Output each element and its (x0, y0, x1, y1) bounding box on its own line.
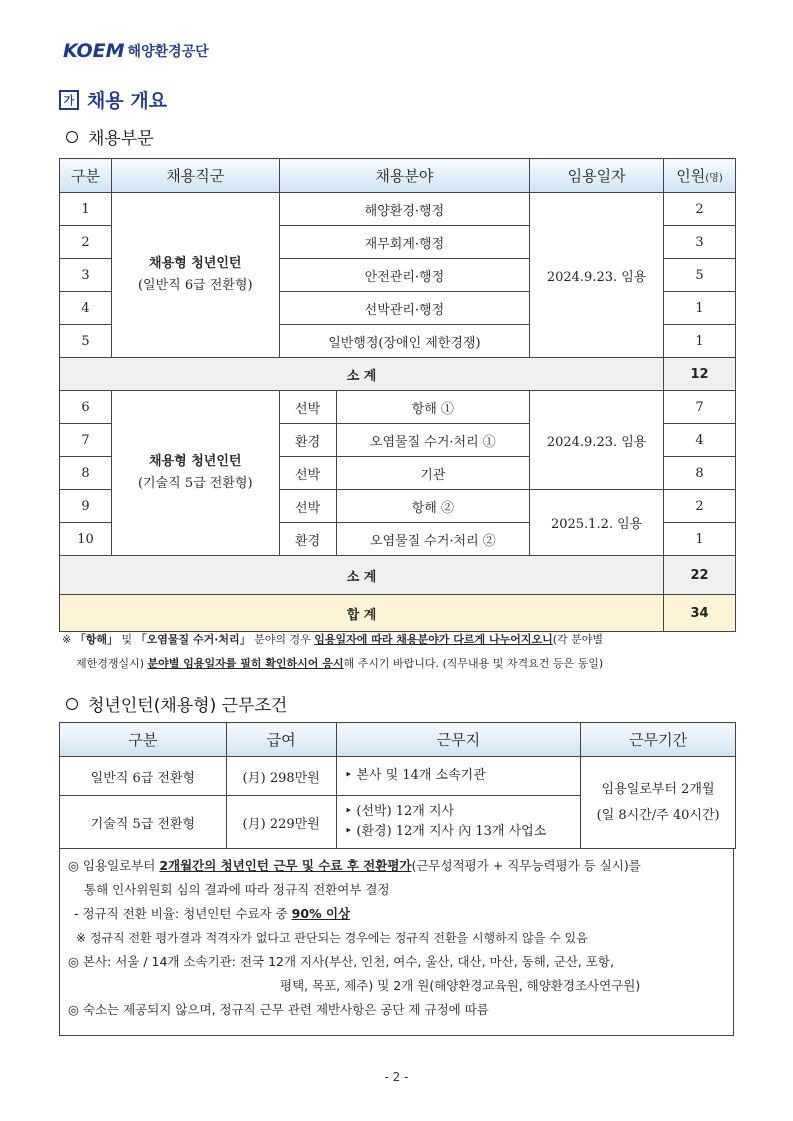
table-header-row (60, 723, 736, 757)
total-label: 합 계 (60, 595, 664, 632)
row-number: 7 (60, 424, 112, 457)
note-line (68, 902, 725, 926)
conditions-notes (59, 848, 734, 1036)
period-text: 임용일로부터 2개월 (601, 781, 715, 797)
row-number: 8 (60, 457, 112, 490)
field-cell: 항해 ② (336, 490, 530, 523)
conditions-subtitle (66, 691, 287, 716)
conditions-subtitle-text: 청년인턴(채용형) 근무조건 (88, 696, 288, 716)
count-cell: 3 (664, 226, 736, 259)
field-cell: 항해 ① (336, 391, 530, 424)
count-cell: 5 (664, 259, 736, 292)
row-number: 3 (60, 259, 112, 292)
notice-text (62, 628, 742, 676)
recruit-subtitle (66, 124, 154, 149)
org-name: 해양환경공단 (127, 44, 209, 60)
count-cell: 8 (664, 457, 736, 490)
table-row (60, 391, 736, 424)
note-underline: 분야별 임용일자를 필히 확인하시어 응시 (147, 657, 344, 670)
subtotal-count: 22 (664, 556, 736, 595)
field-cell: 일반행정(장애인 제한경쟁) (279, 325, 530, 358)
place-cell (336, 796, 581, 849)
field-cell: 해양환경·행정 (279, 193, 530, 226)
recruit-table (59, 158, 736, 632)
circle-bullet-icon (66, 698, 78, 710)
note-bold: 「오염물질 수거·처리」 (135, 633, 251, 646)
row-number: 9 (60, 490, 112, 523)
field-cell: 기관 (336, 457, 530, 490)
field-cell: 오염물질 수거·처리 ② (336, 523, 530, 556)
note-mark: ※ (62, 633, 72, 646)
row-number: 1 (60, 193, 112, 226)
group-name: 채용형 청년인턴 (149, 454, 242, 469)
note-line: ※ 정규직 전환 평가결과 적격자가 없다고 판단되는 경우에는 정규직 전환을 시행하지 않을 수 있음 (76, 931, 588, 945)
group-name: 채용형 청년인턴 (149, 256, 242, 271)
pay-cell: (月) 229만원 (226, 796, 336, 849)
total-count: 34 (664, 595, 736, 632)
logo-mark: KOEM (63, 40, 125, 62)
place-line: ‣ (선박) 12개 지사 (344, 804, 455, 819)
conditions-table (59, 722, 736, 849)
date-cell: 2024.9.23. 임용 (530, 193, 664, 358)
header-cell: 근무지 (336, 723, 581, 757)
header-cell: 구분 (60, 723, 227, 757)
category-cell: 선박 (279, 391, 336, 424)
place-cell: ‣ 본사 및 14개 소속기관 (336, 757, 581, 796)
row-number: 6 (60, 391, 112, 424)
category-cell: 환경 (279, 523, 336, 556)
total-row (60, 595, 736, 632)
count-cell: 1 (664, 325, 736, 358)
note-underline: 90% 이상 (291, 906, 351, 921)
logo (63, 40, 209, 62)
count-cell: 7 (664, 391, 736, 424)
note-text: 분야의 경우 (250, 633, 315, 646)
count-cell: 2 (664, 490, 736, 523)
header-cell (664, 159, 736, 193)
subtotal-row (60, 358, 736, 391)
note-text: 및 (117, 633, 136, 646)
group-cell (111, 391, 279, 556)
type-cell: 기술직 5급 전환형 (60, 796, 227, 849)
table-header-row (60, 159, 736, 193)
group-desc: (기술직 5급 전환형) (137, 476, 253, 491)
header-cell: 급여 (226, 723, 336, 757)
note-underline: 임용일자에 따라 채용분야가 다르게 나누어지오니 (314, 633, 553, 646)
note-text: (근무성적평가 + 직무능력평가 등 실시)를 (411, 858, 641, 873)
category-cell: 환경 (279, 424, 336, 457)
field-cell: 안전관리·행정 (279, 259, 530, 292)
note-line: 통해 인사위원회 심의 결과에 따라 정규직 전환여부 결정 (84, 882, 390, 897)
type-cell: 일반직 6급 전환형 (60, 757, 227, 796)
row-number: 10 (60, 523, 112, 556)
field-cell: 오염물질 수거·처리 ① (336, 424, 530, 457)
row-number: 2 (60, 226, 112, 259)
place-line: ‣ (환경) 12개 지사 內 13개 사업소 (344, 824, 547, 839)
field-cell: 재무회계·행정 (279, 226, 530, 259)
section-title-text: 채용 개요 (87, 90, 168, 112)
note-line: ◎ 숙소는 제공되지 않으며, 정규직 근무 관련 제반사항은 공단 제 규정에 따름 (68, 1002, 489, 1017)
note-line (68, 854, 725, 878)
count-cell: 1 (664, 523, 736, 556)
field-cell: 선박관리·행정 (279, 292, 530, 325)
note-line: ◎ 본사: 서울 / 14개 소속기관: 전국 12개 지사(부산, 인천, 여수, 울산, 대산, 마산, 동해, 군산, 포항, (68, 954, 614, 969)
table-row (60, 757, 736, 796)
category-cell: 선박 (279, 490, 336, 523)
group-cell (111, 193, 279, 358)
period-hours: (일 8시간/주 40시간) (596, 807, 720, 823)
note-text: 해 주시기 바랍니다. (직무내용 및 자격요건 등은 동일) (343, 657, 604, 670)
header-cell: 구분 (60, 159, 112, 193)
note-underline: 2개월간의 청년인턴 근무 및 수료 후 전환평가 (159, 858, 412, 873)
subtotal-row (60, 556, 736, 595)
header-cell: 채용직군 (111, 159, 279, 193)
note-text: ◎ 임용일로부터 (68, 858, 160, 873)
section-title (59, 86, 167, 113)
category-cell: 선박 (279, 457, 336, 490)
unit-label: (명) (705, 173, 723, 184)
count-cell: 4 (664, 424, 736, 457)
count-cell: 2 (664, 193, 736, 226)
date-cell: 2025.1.2. 임용 (530, 490, 664, 556)
section-badge: 가 (59, 90, 79, 110)
header-cell: 임용일자 (530, 159, 664, 193)
note-text: 제한경쟁실시) (76, 657, 148, 670)
circle-bullet-icon (66, 131, 78, 143)
header-cell: 채용분야 (279, 159, 530, 193)
count-cell: 1 (664, 292, 736, 325)
page-number: - 2 - (384, 1070, 409, 1084)
header-count: 인원 (676, 167, 706, 185)
subtotal-count: 12 (664, 358, 736, 391)
note-text: - 정규직 전환 비율: 청년인턴 수료자 중 (74, 906, 292, 921)
row-number: 4 (60, 292, 112, 325)
table-row (60, 193, 736, 226)
note-bold: 「항해」 (74, 633, 118, 646)
subtotal-label: 소 계 (60, 556, 664, 595)
note-line: 평택, 목포, 제주) 및 2개 원(해양환경교육원, 해양환경조사연구원) (280, 978, 641, 993)
recruit-subtitle-text: 채용부문 (88, 129, 154, 149)
subtotal-label: 소 계 (60, 358, 664, 391)
period-cell (581, 757, 736, 849)
group-desc: (일반직 6급 전환형) (137, 278, 253, 293)
date-cell: 2024.9.23. 임용 (530, 391, 664, 490)
header-cell: 근무기간 (581, 723, 736, 757)
note-text: (각 분야별 (552, 633, 604, 646)
pay-cell: (月) 298만원 (226, 757, 336, 796)
row-number: 5 (60, 325, 112, 358)
